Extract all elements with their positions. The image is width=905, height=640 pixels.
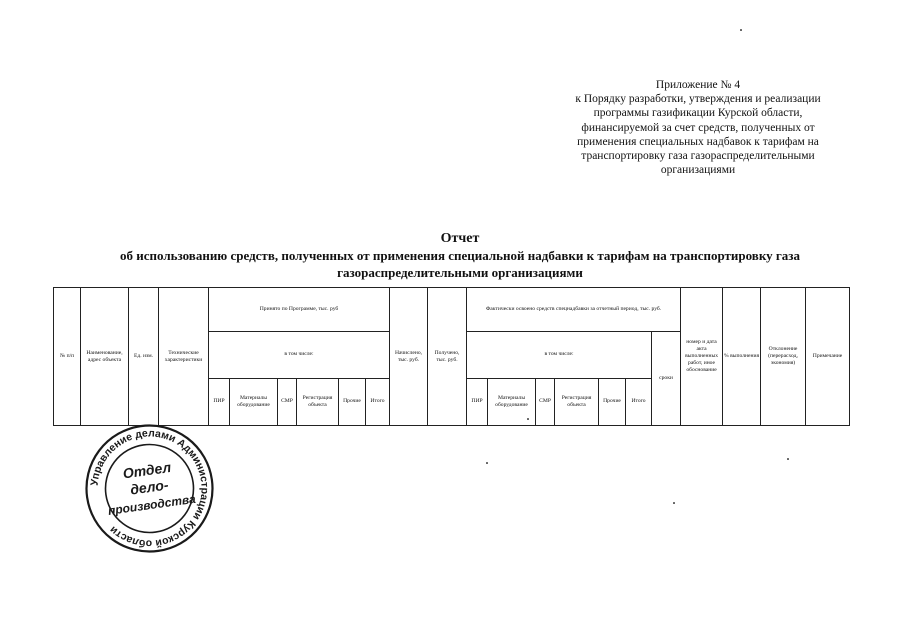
header-materials: Материалы оборудование [488,378,536,425]
appendix-line: Приложение № 4 [655,79,741,91]
appendix-line: организациями [660,164,736,177]
header-pir: ПИР [467,378,488,425]
header-tech: Технические характеристики [159,288,209,426]
header-deadlines: сроки [652,332,681,426]
header-total: Итого [626,378,652,425]
appendix-line: транспортировку газа газораспределительными [581,150,815,163]
header-unit: Ед. изм. [129,288,159,426]
header-smr: СМР [278,378,297,425]
scan-speck [787,458,789,460]
appendix-line: к Порядку разработки, утверждения и реализации [575,93,821,106]
scan-speck [673,502,675,504]
appendix-note [548,78,848,177]
header-received: Получено, тыс. руб. [428,288,467,426]
header-incl: в том числе: [467,332,652,378]
header-deviation: Отклонение (перерасход, экономия) [761,288,806,426]
title-line: Отчет [440,231,480,246]
scan-speck [740,29,742,31]
appendix-line: применения специальных надбавок к тарифам на [577,135,819,148]
stamp-line: Отдел [121,458,173,482]
header-pir: ПИР [209,378,230,425]
header-act: номер и дата акта выполненных работ, иное обоснование [681,288,723,426]
stamp-line: дело- [129,476,170,498]
header-registration: Регистрация объекта [555,378,599,425]
header-note: Примечание [806,288,850,426]
header-actual: Фактически освоено средств спецнадбавки за отчетный период, тыс. руб. [467,288,681,332]
appendix-line: программы газификации Курской области, [593,107,803,120]
title-line: об использованию средств, полученных от применения специальной надбавки к тарифам на транспортировку газа [119,248,801,263]
appendix-line: финансируемой за счет средств, полученных от [581,121,815,134]
header-other: Прочие [599,378,626,425]
header-charged: Начислено, тыс. руб. [390,288,428,426]
header-smr: СМР [536,378,555,425]
header-incl: в том числе: [209,332,390,378]
scan-speck [486,462,488,464]
header-other: Прочие [339,378,366,425]
scan-speck [527,418,529,420]
header-registration: Регистрация объекта [297,378,339,425]
header-percent: % выполнения [723,288,761,426]
header-accepted: Принято по Программе, тыс. руб [209,288,390,332]
header-num: № п/п [54,288,81,426]
stamp-ring-path: Управление делами Администрации Курской области [88,427,211,550]
report-title [60,230,860,281]
title-line: газораспределительными организациями [337,265,583,280]
report-table [53,287,850,426]
official-stamp [82,421,217,556]
header-total: Итого [366,378,390,425]
stamp-line: производства [107,491,197,518]
header-name: Наименование, адрес объекта [81,288,129,426]
header-materials: Материалы оборудование [230,378,278,425]
